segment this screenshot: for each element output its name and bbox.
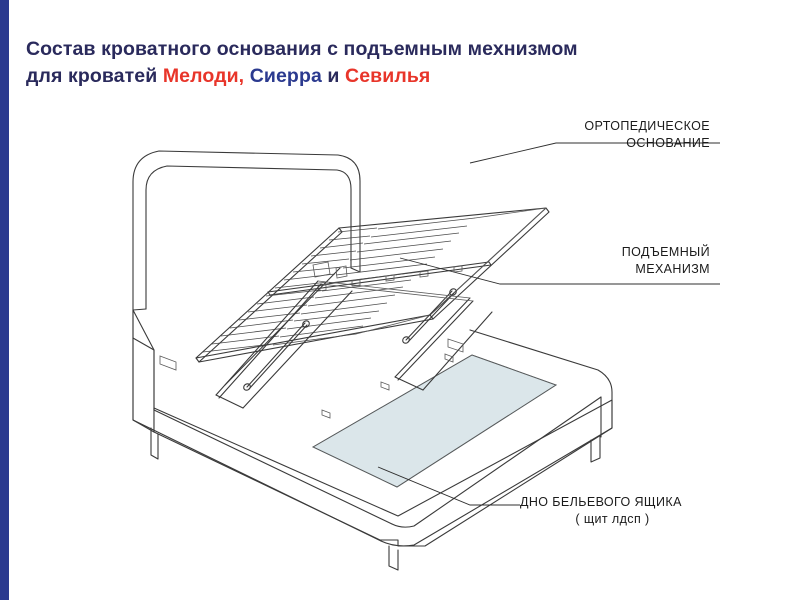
callout-orthopedic-line2: ОСНОВАНИЕ (626, 136, 710, 150)
model-name-sierra: Сиерра (249, 65, 322, 87)
model-name-melodi: Мелоди (162, 65, 239, 87)
callout-lift-line2: МЕХАНИЗМ (635, 262, 710, 276)
callout-lift-line1: ПОДЪЕМНЫЙ (621, 245, 710, 259)
title-line-2-prefix: для кроватей (26, 65, 163, 87)
callout-bottom-line2: ( щит лдсп ) (575, 512, 650, 526)
title-line-1-text: Состав кроватного основания с подъемным мехнизмом (26, 38, 578, 60)
callout-orthopedic-line1: ОРТОПЕДИЧЕСКОЕ (584, 119, 710, 133)
callout-drawer-bottom (520, 494, 750, 528)
model-name-sevilya: Севилья (345, 65, 431, 87)
callout-lift-mechanism (590, 244, 710, 278)
callout-orthopedic-base (562, 118, 710, 152)
title-conjunction: и (321, 65, 346, 87)
callout-bottom-line1: ДНО БЕЛЬЕВОГО ЯЩИКА (520, 495, 682, 509)
title-separator-1: , (238, 65, 250, 87)
